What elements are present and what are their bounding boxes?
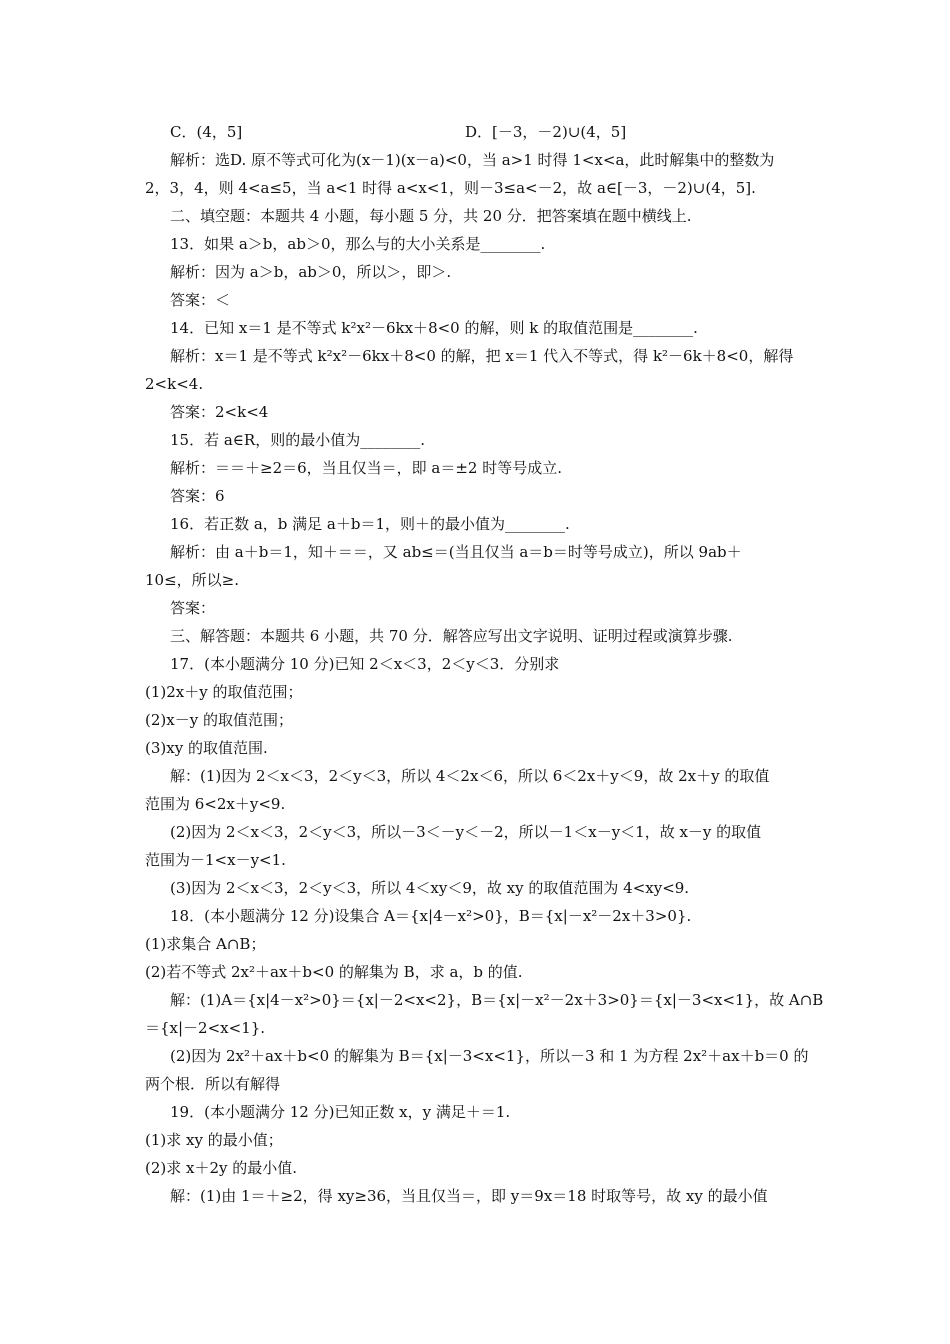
text-line: ＝{x|－2<x<1}. — [145, 1019, 266, 1037]
text-line: 解析：＝＝＋≥2＝6，当且仅当＝，即 a＝±2 时等号成立. — [170, 459, 563, 477]
answer-line: 答案：＜ — [170, 291, 231, 309]
text-line: (1)求集合 A∩B； — [145, 935, 266, 953]
question-19: 19．(本小题满分 12 分)已知正数 x，y 满足＋＝1. — [170, 1103, 511, 1121]
option-c: C．(4，5] — [170, 123, 243, 141]
text-line: (1)2x＋y 的取值范围； — [145, 683, 303, 701]
text-line: (2)因为 2x²＋ax＋b<0 的解集为 B＝{x|－3<x<1}，所以－3 和 1 为方程 2x²＋ax＋b＝0 的 — [170, 1047, 809, 1065]
text-line: (2)因为 2＜x＜3，2＜y＜3，所以－3＜－y＜－2，所以－1＜x－y＜1，故 x－y 的取值 — [170, 823, 762, 841]
question-13: 13．如果 a＞b，ab＞0，那么与的大小关系是________. — [170, 235, 546, 253]
text-line: (2)x－y 的取值范围； — [145, 711, 293, 729]
text-line: 解析：因为 a＞b，ab＞0，所以＞，即＞. — [170, 263, 452, 281]
question-16: 16．若正数 a，b 满足 a＋b＝1，则＋的最小值为________. — [170, 515, 570, 533]
text-line: 两个根．所以有解得 — [145, 1075, 281, 1093]
answer-line: 答案：6 — [170, 487, 225, 505]
text-line: 解：(1)由 1＝＋≥2，得 xy≥36，当且仅当＝，即 y＝9x＝18 时取等号，故 xy 的最小值 — [170, 1187, 768, 1205]
text-line: (1)求 xy 的最小值； — [145, 1131, 283, 1149]
options-row — [170, 122, 810, 142]
question-15: 15．若 a∈R，则的最小值为________. — [170, 431, 425, 449]
text-line: 2，3，4，则 4<a≤5，当 a<1 时得 a<x<1，则－3≤a<－2，故 a∈[－3，－2)∪(4，5]. — [145, 179, 756, 197]
text-line: 解析：由 a＋b＝1，知＋＝＝，又 ab≤＝(当且仅当 a＝b＝时等号成立)，所以 9ab＋ — [170, 543, 742, 561]
text-line: (2)求 x＋2y 的最小值. — [145, 1159, 298, 1177]
section-heading: 三、解答题：本题共 6 小题，共 70 分．解答应写出文字说明、证明过程或演算步骤. — [170, 627, 733, 645]
text-line: 解析：x＝1 是不等式 k²x²－6kx＋8<0 的解，把 x＝1 代入不等式，得 k²－6k＋8<0，解得 — [170, 347, 794, 365]
section-heading: 二、填空题：本题共 4 小题，每小题 5 分，共 20 分．把答案填在题中横线上. — [170, 207, 692, 225]
text-line: 范围为－1<x－y<1. — [145, 851, 286, 869]
text-line: (3)因为 2＜x＜3，2＜y＜3，所以 4＜xy＜9，故 xy 的取值范围为 4<xy<9. — [170, 879, 690, 897]
text-line: (2)若不等式 2x²＋ax＋b<0 的解集为 B，求 a，b 的值. — [145, 963, 523, 981]
question-14: 14．已知 x＝1 是不等式 k²x²－6kx＋8<0 的解，则 k 的取值范围是________. — [170, 319, 698, 337]
question-18: 18．(本小题满分 12 分)设集合 A＝{x|4－x²>0}，B＝{x|－x²－2x＋3>0}. — [170, 907, 692, 925]
answer-line: 答案： — [170, 599, 216, 617]
text-line: 范围为 6<2x＋y<9. — [145, 795, 286, 813]
text-line: 10≤，所以≥. — [145, 571, 239, 589]
question-17: 17．(本小题满分 10 分)已知 2＜x＜3，2＜y＜3．分别求 — [170, 655, 560, 673]
text-line: 2<k<4. — [145, 375, 204, 393]
option-d: D．[－3，－2)∪(4，5] — [465, 123, 627, 141]
answer-line: 答案：2<k<4 — [170, 403, 269, 421]
text-line: (3)xy 的取值范围. — [145, 739, 268, 757]
text-line: 解：(1)因为 2＜x＜3，2＜y＜3，所以 4＜2x＜6，所以 6＜2x＋y＜9，故 2x＋y 的取值 — [170, 767, 770, 785]
text-line: 解：(1)A＝{x|4－x²>0}＝{x|－2<x<2}，B＝{x|－x²－2x＋3>0}＝{x|－3<x<1}，故 A∩B — [170, 991, 824, 1009]
text-line: 解析：选D. 原不等式可化为(x－1)(x－a)<0，当 a>1 时得 1<x<a，此时解集中的整数为 — [170, 151, 775, 169]
